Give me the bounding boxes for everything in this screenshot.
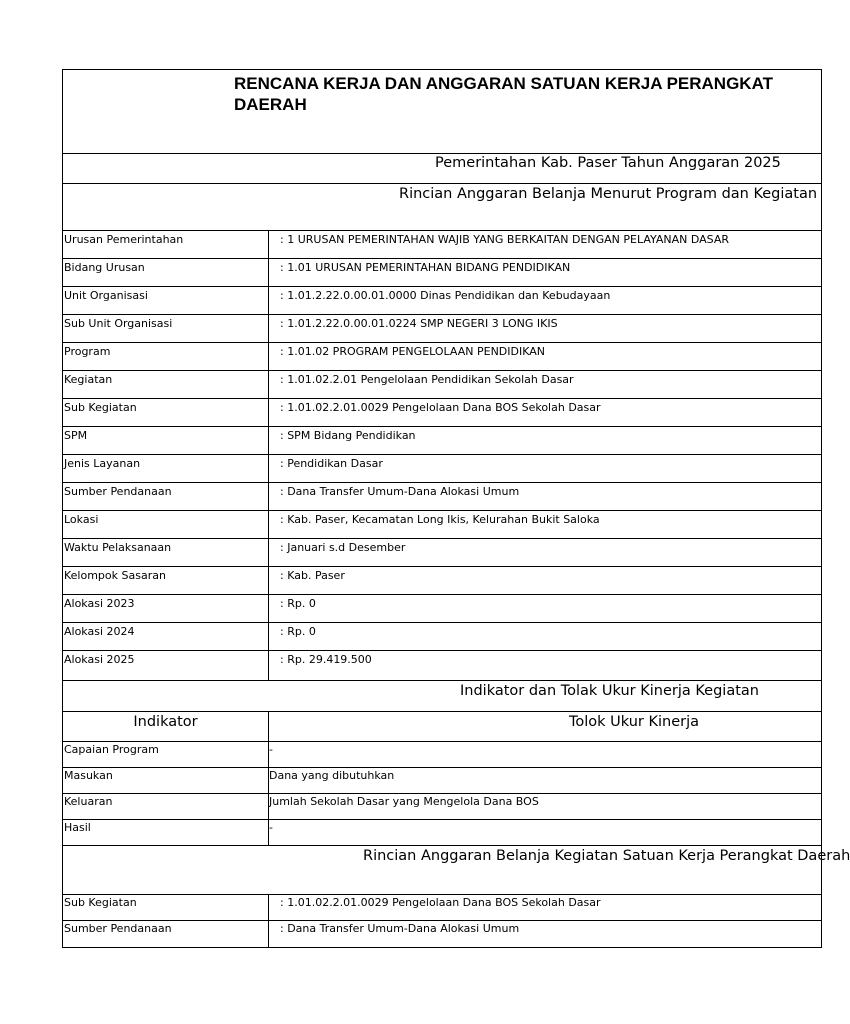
info-row [63, 231, 821, 259]
info-row [63, 539, 821, 567]
info-value: : Januari s.d Desember [280, 541, 406, 554]
info-label: Bidang Urusan [63, 259, 269, 286]
info-value: : 1.01.2.22.0.00.01.0000 Dinas Pendidikan dan Kebudayaan [280, 289, 611, 302]
detail-row [63, 921, 821, 947]
section-indicator-band [63, 681, 821, 712]
info-label: Lokasi [63, 511, 269, 538]
title-line-2: DAERAH [234, 95, 307, 114]
section-detail-band [63, 846, 850, 895]
indicator-value: Dana yang dibutuhkan [269, 769, 395, 782]
section-detail-title: Rincian Anggaran Belanja Kegiatan Satuan Kerja Perangkat Daerah [363, 848, 850, 864]
indicator-value: Jumlah Sekolah Dasar yang Mengelola Dana BOS [269, 795, 539, 808]
indicator-row [63, 820, 821, 846]
info-table [63, 231, 821, 681]
info-label: Sumber Pendanaan [63, 483, 269, 510]
info-row [63, 427, 821, 455]
info-label: Waktu Pelaksanaan [63, 539, 269, 566]
indicator-row [63, 794, 821, 820]
info-row [63, 511, 821, 539]
info-row [63, 651, 821, 681]
indicator-row [63, 768, 821, 794]
info-label: Alokasi 2025 [63, 651, 269, 680]
info-label: SPM [63, 427, 269, 454]
info-value: : Rp. 0 [280, 597, 316, 610]
detail-value: : 1.01.02.2.01.0029 Pengelolaan Dana BOS Sekolah Dasar [280, 896, 601, 909]
subtitle-band [63, 154, 821, 184]
subtitle: Pemerintahan Kab. Paser Tahun Anggaran 2025 [435, 155, 781, 171]
info-value: : 1.01.02.2.01.0029 Pengelolaan Dana BOS Sekolah Dasar [280, 401, 601, 414]
info-label: Program [63, 343, 269, 370]
info-value: : 1 URUSAN PEMERINTAHAN WAJIB YANG BERKAITAN DENGAN PELAYANAN DASAR [280, 233, 730, 246]
info-value: : 1.01.02.2.01 Pengelolaan Pendidikan Sekolah Dasar [280, 373, 574, 386]
indicator-header-row [63, 712, 821, 742]
info-label: Sub Kegiatan [63, 399, 269, 426]
section-program-band [63, 184, 821, 231]
info-row [63, 315, 821, 343]
info-label: Kegiatan [63, 371, 269, 398]
detail-label: Sub Kegiatan [63, 895, 269, 920]
document-title [234, 73, 794, 115]
tolok-column-header: Tolok Ukur Kinerja [569, 714, 700, 730]
info-value: : Rp. 0 [280, 625, 316, 638]
info-value: : Dana Transfer Umum-Dana Alokasi Umum [280, 485, 520, 498]
info-value: : Rp. 29.419.500 [280, 653, 372, 666]
info-label: Alokasi 2024 [63, 623, 269, 650]
info-value: : 1.01.02 PROGRAM PENGELOLAAN PENDIDIKAN [280, 345, 546, 358]
detail-table [63, 895, 821, 947]
info-label: Urusan Pemerintahan [63, 231, 269, 258]
info-value: : Kab. Paser [280, 569, 345, 582]
info-label: Alokasi 2023 [63, 595, 269, 622]
indicator-value: - [269, 743, 273, 756]
detail-label: Sumber Pendanaan [63, 921, 269, 947]
title-line-1: RENCANA KERJA DAN ANGGARAN SATUAN KERJA PERANGKAT [234, 74, 773, 93]
detail-value: : Dana Transfer Umum-Dana Alokasi Umum [280, 922, 520, 935]
info-row [63, 623, 821, 651]
info-value: : Pendidikan Dasar [280, 457, 383, 470]
section-indicator-title: Indikator dan Tolak Ukur Kinerja Kegiatan [460, 683, 759, 699]
info-row [63, 483, 821, 511]
info-value: : 1.01 URUSAN PEMERINTAHAN BIDANG PENDIDIKAN [280, 261, 571, 274]
info-label: Unit Organisasi [63, 287, 269, 314]
info-value: : Kab. Paser, Kecamatan Long Ikis, Kelurahan Bukit Saloka [280, 513, 600, 526]
info-row [63, 567, 821, 595]
info-row [63, 259, 821, 287]
info-row [63, 371, 821, 399]
info-label: Sub Unit Organisasi [63, 315, 269, 342]
info-row [63, 343, 821, 371]
indicator-label: Keluaran [63, 794, 269, 819]
indicator-label: Masukan [63, 768, 269, 793]
info-row [63, 399, 821, 427]
info-label: Jenis Layanan [63, 455, 269, 482]
detail-row [63, 895, 821, 921]
info-label: Kelompok Sasaran [63, 567, 269, 594]
section-program-title: Rincian Anggaran Belanja Menurut Program dan Kegiatan [399, 186, 818, 202]
info-value: : SPM Bidang Pendidikan [280, 429, 416, 442]
info-row [63, 595, 821, 623]
budget-sheet [62, 69, 850, 948]
indicator-label: Capaian Program [63, 742, 269, 767]
indicator-table [63, 742, 821, 846]
indicator-label: Hasil [63, 820, 269, 845]
info-row [63, 455, 821, 483]
tolok-column-header-cell [269, 712, 821, 741]
info-row [63, 287, 821, 315]
title-block [63, 70, 821, 154]
info-value: : 1.01.2.22.0.00.01.0224 SMP NEGERI 3 LONG IKIS [280, 317, 558, 330]
indicator-column-header: Indikator [63, 712, 269, 741]
indicator-value: - [269, 821, 273, 834]
indicator-row [63, 742, 821, 768]
